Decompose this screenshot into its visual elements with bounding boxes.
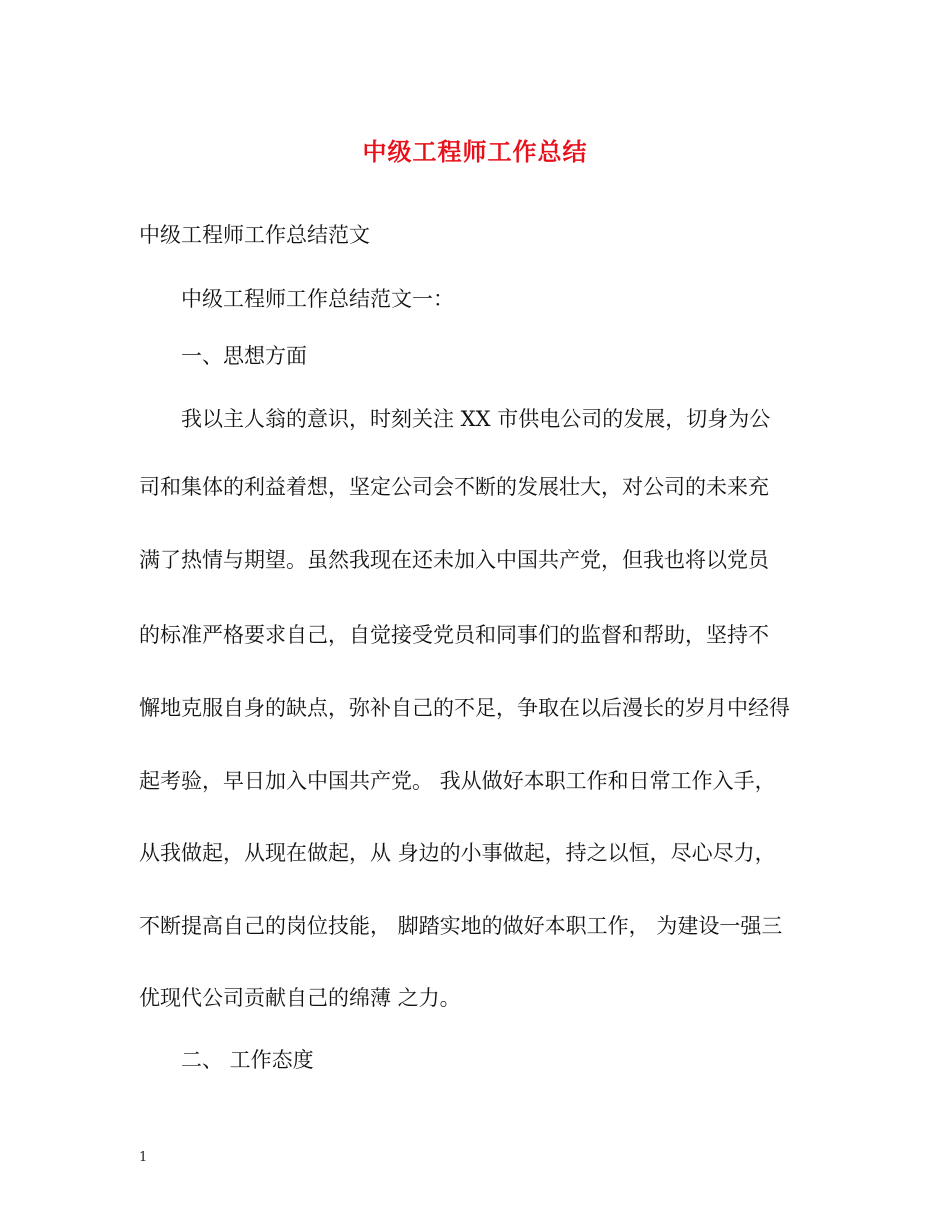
section-intro: 中级工程师工作总结范文一：	[181, 287, 454, 311]
page-number: 1	[139, 1150, 148, 1165]
paragraph-line: 起考验，早日加入中国共产党。 我从做好本职工作和日常工作入手，	[139, 769, 776, 793]
document-subtitle: 中级工程师工作总结范文	[139, 223, 370, 247]
paragraph-line: 从我做起，从现在做起，从 身边的小事做起，持之以恒，尽心尽力，	[139, 841, 776, 865]
paragraph-line: 不断提高自己的岗位技能， 脚踏实地的做好本职工作， 为建设一强三	[139, 914, 783, 938]
paragraph-line: 的标准严格要求自己，自觉接受党员和同事们的监督和帮助，坚持不	[139, 623, 769, 647]
paragraph-line: 优现代公司贡献自己的绵薄 之力。	[139, 986, 461, 1010]
paragraph-line: 司和集体的利益着想，坚定公司会不断的发展壮大，对公司的未来充	[139, 475, 769, 499]
heading-thought: 一、思想方面	[181, 344, 307, 368]
paragraph-line: 我以主人翁的意识，时刻关注 XX 市供电公司的发展，切身为公	[181, 407, 771, 431]
paragraph-line: 懈地克服自身的缺点，弥补自己的不足，争取在以后漫长的岁月中经得	[139, 696, 790, 720]
document-title: 中级工程师工作总结	[362, 137, 588, 166]
heading-attitude: 二、 工作态度	[181, 1048, 314, 1072]
paragraph-line: 满了热情与期望。虽然我现在还未加入中国共产党，但我也将以党员	[139, 548, 769, 572]
